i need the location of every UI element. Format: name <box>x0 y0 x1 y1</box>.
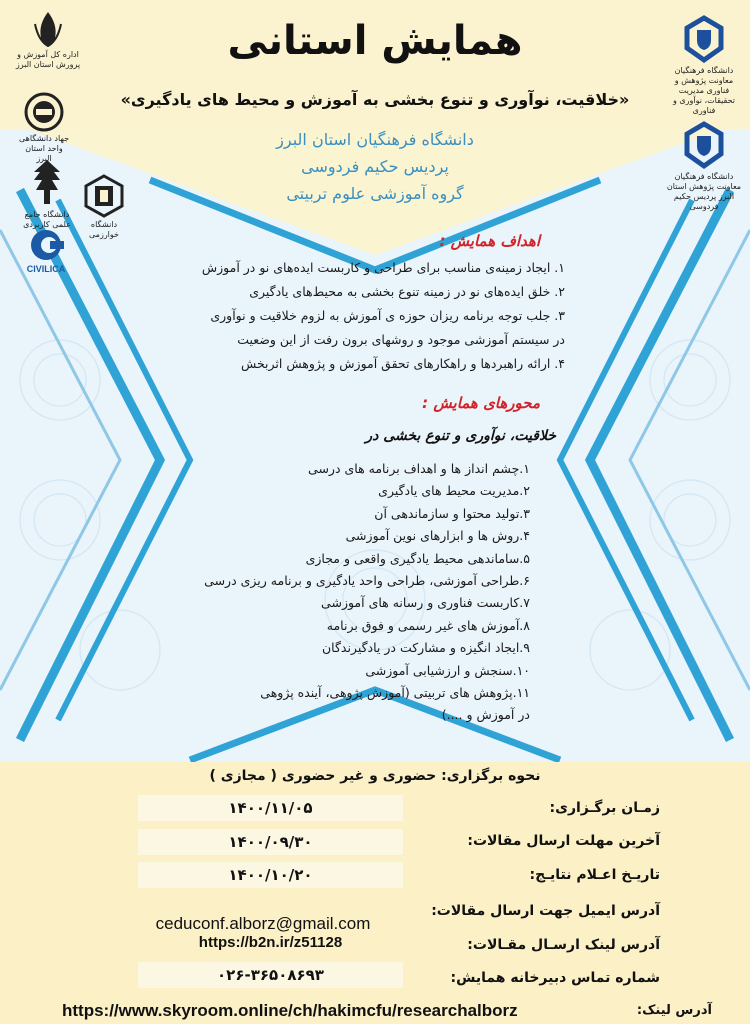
attendance-mode: نحوه برگزاری: حضوری و غیر حضوری ( مجازی ) <box>209 768 541 784</box>
results-date-value: ۱۴۰۰/۱۰/۲۰ <box>138 862 403 888</box>
axes-list <box>178 458 530 727</box>
axis-item: ۹.ایجاد انگیزه و مشارکت در یادگیرندگان <box>321 640 530 656</box>
logo-kharazmi <box>78 174 130 240</box>
goal-item: ۱. ایجاد زمینه‌ی مناسب برای طراحی و کاربست ایده‌های نو در آموزش <box>201 260 565 275</box>
logo-caption: اداره کل آموزش و پرورش استان البرز <box>15 50 81 69</box>
conference-subtitle: «خلاقیت، نوآوری و تنوع بخشی به آموزش و محیط های یادگیری» <box>120 90 630 109</box>
event-date-value: ۱۴۰۰/۱۱/۰۵ <box>138 795 403 821</box>
page-title: همایش استانی <box>227 18 523 64</box>
goals-list <box>180 256 565 376</box>
submission-email[interactable]: ceduconf.alborz@gmail.com <box>155 914 371 933</box>
phone-value: ۰۲۶-۳۶۵۰۸۶۹۳ <box>138 962 403 988</box>
logo-jahad <box>18 92 70 164</box>
axis-item: ۱۰.سنجش و ارزشیابی آموزشی <box>365 662 530 678</box>
results-date-label: تاریـخ اعـلام نتایـج: <box>529 867 660 883</box>
logo-caption: دانشگاه خوارزمی <box>89 220 119 239</box>
logo-education-alborz <box>8 10 88 70</box>
goal-item: ۳. جلب توجه برنامه ریزان حوزه ی آموزش به لزوم خلاقیت و نوآوری <box>210 308 565 323</box>
event-date-label: زمـان برگـزاری: <box>549 800 660 816</box>
axis-item: ۷.کاربست فناوری و رسانه های آموزشی <box>321 595 530 611</box>
logo-civilica <box>18 228 74 275</box>
skyroom-link[interactable]: https://www.skyroom.online/ch/hakimcfu/researchalborz <box>62 1001 518 1020</box>
logo-farhangian-alborz <box>664 120 744 212</box>
logo-elmi-karbordi <box>22 158 72 230</box>
phone-label: شماره تماس دبیرخانه همایش: <box>450 970 660 986</box>
iran-emblem-icon <box>31 10 65 48</box>
axis-item: ۱.چشم انداز ها و اهداف برنامه های درسی <box>308 461 530 476</box>
deadline-value: ۱۴۰۰/۰۹/۳۰ <box>138 829 403 855</box>
org-department: گروه آموزشی علوم تربیتی <box>286 184 464 203</box>
civilica-logo <box>28 228 64 262</box>
submission-link-label: آدرس لینک ارسـال مقـالات: <box>467 937 660 953</box>
axis-item: ۱۱.پژوهش های تربیتی (آموزش پژوهی، آینده پژوهی <box>260 685 530 701</box>
goal-item: ۲. خلق ایده‌های نو در زمینه تنوع بخشی به محیط‌های یادگیری <box>249 284 565 299</box>
axis-item: ۳.تولید محتوا و سازماندهی آن <box>374 505 530 521</box>
logo-farhangian-research <box>664 14 744 116</box>
jahad-daneshgahi-logo <box>24 92 64 132</box>
logo-caption: دانشگاه فرهنگیان معاونت پژوهش و فناوری مدیریت تحقیقات، نوآوری و فناوری <box>673 66 735 115</box>
kharazmi-logo <box>84 174 124 218</box>
logo-caption: جهاد دانشگاهی واحد استان البرز <box>18 134 70 163</box>
logo-caption: دانشگاه جامع علمی کاربردی <box>23 210 71 229</box>
elmi-karbordi-logo <box>30 158 64 208</box>
goal-item: ۴. ارائه راهبردها و راهکارهای تحقق آموزش و پژوهش اثربخش <box>241 356 565 371</box>
goal-item: در سیستم آموزشی موجود و روشهای برون رفت از این وضعیت <box>237 332 565 347</box>
skyroom-label: آدرس لینک: <box>636 1003 712 1018</box>
deadline-label: آخرین مهلت ارسال مقالات: <box>467 833 660 849</box>
logo-caption: دانشگاه فرهنگیان معاونت پژوهش استان البرز پردیس حکیم فردوسی <box>666 172 742 211</box>
axes-subheading: خلاقیت، نوآوری و تنوع بخشی در <box>365 428 556 444</box>
submission-link[interactable]: https://b2n.ir/z51128 <box>198 934 343 951</box>
farhangian-logo <box>681 14 727 64</box>
axes-heading: محورهای همایش : <box>422 394 540 412</box>
axis-item: ۶.طراحی آموزشی، طراحی واحد یادگیری و برنامه ریزی درسی <box>204 573 530 589</box>
farhangian-logo <box>681 120 727 170</box>
axis-item: ۴.روش ها و ابزارهای نوین آموزشی <box>345 528 530 544</box>
org-university: دانشگاه فرهنگیان استان البرز <box>276 130 474 149</box>
goals-heading: اهداف همایش : <box>439 232 540 250</box>
logo-caption: CIVILICA <box>26 264 66 274</box>
axis-item: ۸.آموزش های غیر رسمی و فوق برنامه <box>326 617 530 633</box>
email-label: آدرس ایمیل جهت ارسال مقالات: <box>431 903 660 919</box>
axis-item: ۵.ساماندهی محیط یادگیری واقعی و مجازی <box>305 550 530 566</box>
axis-item: ۲.مدیریت محیط های یادگیری <box>378 483 530 499</box>
axis-item: در آموزش و ....) <box>441 707 530 723</box>
org-campus: پردیس حکیم فردوسی <box>301 157 449 176</box>
